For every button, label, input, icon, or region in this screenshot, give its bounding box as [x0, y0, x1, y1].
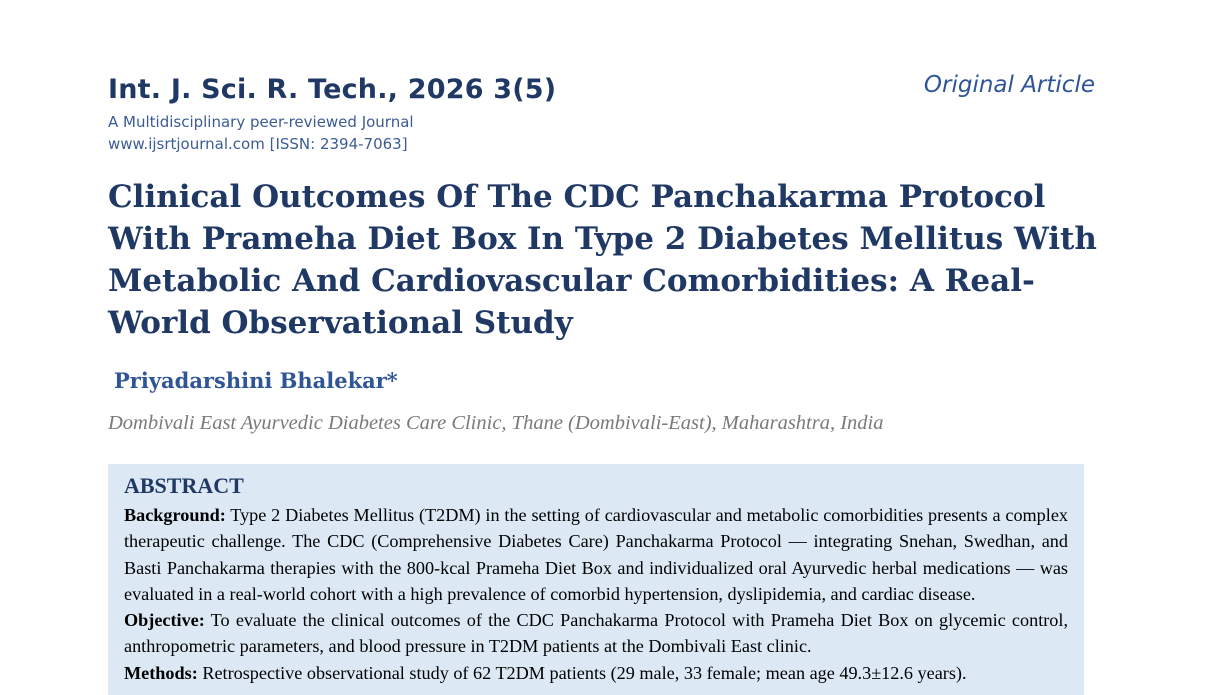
background-text: Type 2 Diabetes Mellitus (T2DM) in the setting of cardiovascular and metabolic comorbidities presents a complex therapeutic challenge. The CDC (Comprehensive Diabetes Care) Panchakarma Protocol — integrating Snehan, Swedhan, and Basti Panchakarma therapies with the 800-kcal Prameha Diet Box and individualized oral Ayurvedic herbal medications — was evaluated in a real-world cohort with a high prevalence of comorbid hypertension, dyslipidemia, and cardiac disease.: [124, 505, 1068, 604]
abstract-objective: [124, 607, 1068, 660]
abstract-heading: ABSTRACT: [124, 473, 244, 498]
abstract-methods: [124, 660, 1068, 686]
objective-text: To evaluate the clinical outcomes of the CDC Panchakarma Protocol with Prameha Diet Box on glycemic control, anthropometric parameters, and blood pressure in T2DM patients at the Dombivali East clinic.: [124, 610, 1068, 657]
methods-label: Methods:: [124, 662, 198, 683]
journal-website[interactable]: www.ijsrtjournal.com [ISSN: 2394-7063]: [108, 135, 408, 153]
paper-title: Clinical Outcomes Of The CDC Panchakarma Protocol With Prameha Diet Box In Type 2 Diabetes Mellitus With Metabolic And Cardiovascular Comorbidities: A Real-World Observational Study: [108, 179, 1097, 341]
objective-label: Objective:: [124, 610, 205, 631]
journal-subtitle: A Multidisciplinary peer-reviewed Journal: [108, 113, 414, 131]
methods-text: Retrospective observational study of 62 T2DM patients (29 male, 33 female; mean age 49.3±12.6 years).: [197, 662, 967, 683]
author-affiliation: Dombivali East Ayurvedic Diabetes Care Clinic, Thane (Dombivali-East), Maharashtra, India: [108, 412, 884, 434]
abstract-box: [108, 464, 1084, 695]
article-type: Original Article: [923, 72, 1095, 98]
abstract-background: [124, 502, 1068, 607]
author-name: Priyadarshini Bhalekar*: [114, 368, 398, 393]
journal-title: Int. J. Sci. R. Tech., 2026 3(5): [108, 74, 557, 105]
background-label: Background:: [124, 505, 226, 525]
